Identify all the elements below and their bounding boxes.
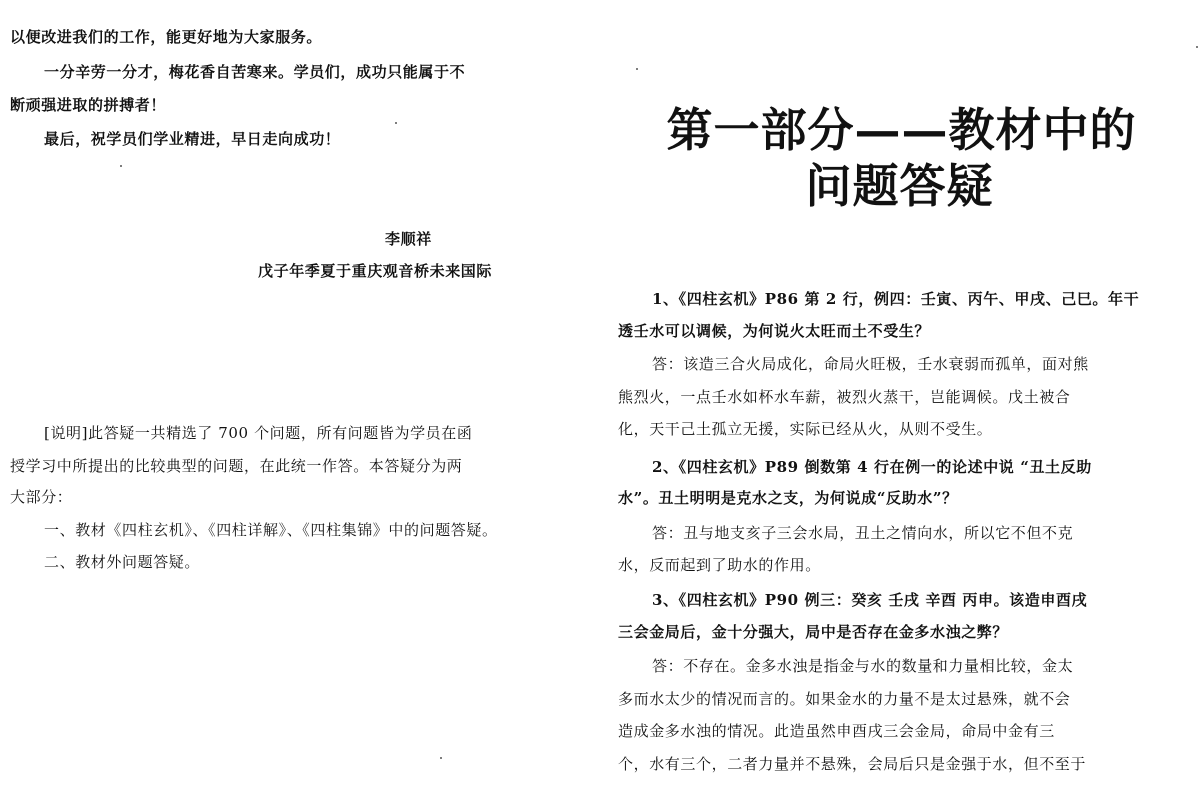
answer-3-line-1: 答：不存在。金多水浊是指金与水的数量和力量相比较，金太 [652, 657, 1074, 675]
note-line-1: [说明]此答疑一共精选了 700 个问题，所有问题皆为学员在函 [44, 424, 473, 442]
part-1-item: 一、教材《四柱玄机》、《四柱详解》、《四柱集锦》中的问题答疑。 [44, 521, 498, 539]
author-name: 李顺祥 [385, 230, 432, 248]
section-title-line-2: 问题答疑 [805, 159, 994, 213]
question-3-line-1: 3、《四柱玄机》P90 例三：癸亥 壬戌 辛酉 丙申。该造申酉戌 [652, 591, 1088, 609]
question-1-line-2: 透壬水可以调候，为何说火太旺而土不受生？ [618, 322, 931, 340]
left-para-2-line-2: 断顽强进取的拼搏者！ [10, 96, 167, 114]
part-2-item: 二、教材外问题答疑。 [44, 553, 201, 571]
date-place: 戊子年季夏于重庆观音桥未来国际 [258, 262, 493, 280]
right-page [600, 0, 1203, 788]
answer-2-line-1: 答：丑与地支亥子三会水局，丑土之情向水，所以它不但不克 [652, 524, 1074, 542]
scan-speck [120, 165, 122, 167]
answer-1-line-2: 熊烈火，一点壬水如杯水车薪，被烈火蒸干，岂能调候。戊土被合 [618, 388, 1071, 406]
answer-3-line-4: 个，水有三个，二者力量并不悬殊，会局后只是金强于水，但不至于 [618, 755, 1087, 773]
question-2-line-1: 2、《四柱玄机》P89 倒数第 4 行在例一的论述中说 “丑土反助 [652, 458, 1092, 476]
scan-speck [1196, 46, 1198, 48]
section-title-line-1: 第一部分——教材中的 [666, 103, 1137, 157]
left-page [0, 0, 600, 788]
question-3-line-2: 三会金局后，金十分强大，局中是否存在金多水浊之弊？ [618, 623, 1009, 641]
answer-2-line-2: 水，反而起到了助水的作用。 [618, 556, 821, 574]
answer-1-line-1: 答：该造三合火局成化，命局火旺极，壬水衰弱而孤单，面对熊 [652, 355, 1089, 373]
scan-speck [440, 757, 442, 759]
answer-3-line-3: 造成金多水浊的情况。此造虽然申酉戌三会金局，命局中金有三 [618, 722, 1055, 740]
note-line-3: 大部分： [10, 488, 73, 506]
note-line-2: 授学习中所提出的比较典型的问题，在此统一作答。本答疑分为两 [10, 457, 463, 475]
answer-1-line-3: 化，天干己土孤立无援，实际已经从火，从则不受生。 [618, 420, 993, 438]
scan-speck [395, 122, 397, 124]
question-1-line-1: 1、《四柱玄机》P86 第 2 行，例四：壬寅、丙午、甲戌、己巳。年干 [652, 290, 1140, 308]
answer-3-line-2: 多而水太少的情况而言的。如果金水的力量不是太过悬殊，就不会 [618, 690, 1071, 708]
question-2-line-2: 水”。丑土明明是克水之支，为何说成“反助水”？ [618, 489, 958, 507]
scan-speck [636, 68, 638, 70]
left-para-3: 最后，祝学员们学业精进，早日走向成功！ [44, 130, 341, 148]
left-para-1: 以便改进我们的工作，能更好地为大家服务。 [10, 28, 323, 46]
left-para-2-line-1: 一分辛劳一分才，梅花香自苦寒来。学员们，成功只能属于不 [44, 63, 466, 81]
